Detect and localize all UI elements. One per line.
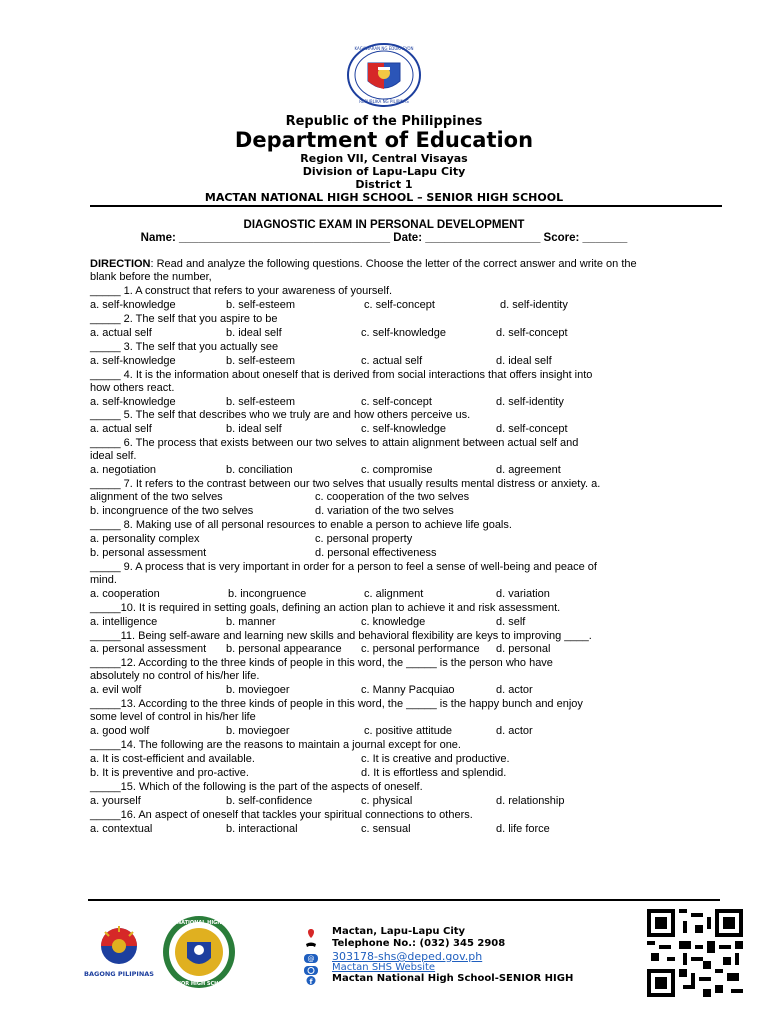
exam-title: DIAGNOSTIC EXAM IN PERSONAL DEVELOPMENT <box>243 219 525 231</box>
question-6-choice-b: b. conciliation <box>226 464 293 476</box>
question-4-choice-d: d. self-identity <box>496 396 564 408</box>
bagong-pilipinas-text: BAGONG PILIPINAS <box>84 970 154 978</box>
question-7-choice-d: d. variation of the two selves <box>315 505 454 517</box>
question-2-choice-a: a. actual self <box>90 327 152 339</box>
header-district: District 1 <box>355 178 413 191</box>
question-4-text: _____ 4. It is the information about oneself that is derived from social interactions that offers insight into <box>90 369 593 381</box>
direction-line-2: blank before the number, <box>90 271 212 283</box>
question-5-choice-d: d. self-concept <box>496 423 568 435</box>
question-3-choice-d: d. ideal self <box>496 355 552 367</box>
question-9-choice-a: a. cooperation <box>90 588 160 600</box>
question-16-choice-b: b. interactional <box>226 823 298 835</box>
footer-website-link[interactable]: Mactan SHS Website <box>332 962 436 973</box>
bagong-pilipinas-logo <box>86 922 152 980</box>
question-14-choice-c: c. It is creative and productive. <box>361 753 510 765</box>
globe-icon <box>304 966 318 975</box>
seal-text-top: KAGAWARAN NG EDUKASYON <box>354 46 414 51</box>
question-14-choice-a: a. It is cost-efficient and available. <box>90 753 255 765</box>
question-4-choice-b: b. self-esteem <box>226 396 296 408</box>
question-11-choice-c: c. personal performance <box>361 643 480 655</box>
question-13-choice-c: c. positive attitude <box>364 725 453 737</box>
svg-text:@: @ <box>307 955 315 963</box>
question-12-choice-a: a. evil wolf <box>90 684 142 696</box>
deped-seal-logo <box>346 43 422 107</box>
question-8-text: _____ 8. Making use of all personal resources to enable a person to achieve life goals. <box>90 519 512 531</box>
question-3-choice-a: a. self-knowledge <box>90 355 176 367</box>
question-11-choice-a: a. personal assessment <box>90 643 207 655</box>
question-12-text-2: absolutely no control of his/her life. <box>90 670 260 682</box>
question-11-text: _____11. Being self-aware and learning new skills and behavioral flexibility are keys to improving ____. <box>90 630 592 642</box>
question-12-choice-c: c. Manny Pacquiao <box>361 684 455 696</box>
svg-text:f: f <box>309 978 313 986</box>
direction-label: DIRECTION <box>90 258 151 270</box>
question-1-choice-c: c. self-concept <box>364 299 435 311</box>
footer-divider <box>88 899 720 901</box>
question-4-text-2: how others react. <box>90 382 175 394</box>
question-4-choice-a: a. self-knowledge <box>90 396 176 408</box>
question-14-text: _____14. The following are the reasons to maintain a journal except for one. <box>90 739 461 751</box>
header-region: Region VII, Central Visayas <box>300 152 468 165</box>
header-school: MACTAN NATIONAL HIGH SCHOOL – SENIOR HIGH SCHOOL <box>204 191 564 204</box>
header-republic: Republic of the Philippines <box>285 114 483 129</box>
question-13-text: _____13. According to the three kinds of people in this word, the _____ is the happy bunch and enjoy <box>90 698 583 710</box>
question-5-text: _____ 5. The self that describes who we truly are and how others perceive us. <box>90 409 471 421</box>
question-13-choice-b: b. moviegoer <box>226 725 290 737</box>
question-15-choice-a: a. yourself <box>90 795 141 807</box>
question-6-choice-d: d. agreement <box>496 464 561 476</box>
qr-code-icon[interactable] <box>647 909 743 997</box>
header-department: Department of Education <box>234 128 534 152</box>
question-7-choice-b: b. incongruence of the two selves <box>90 505 254 517</box>
mactan-nhs-seal-logo <box>151 914 247 990</box>
question-13-choice-d: d. actor <box>496 725 533 737</box>
question-15-text: _____15. Which of the following is the part of the aspects of oneself. <box>90 781 423 793</box>
question-2-text: _____ 2. The self that you aspire to be <box>90 313 278 325</box>
question-16-choice-a: a. contextual <box>90 823 153 835</box>
question-4-choice-c: c. self-concept <box>361 396 432 408</box>
question-15-choice-c: c. physical <box>361 795 413 807</box>
question-6-choice-a: a. negotiation <box>90 464 157 476</box>
question-5-choice-c: c. self-knowledge <box>361 423 446 435</box>
question-8-choice-d: d. personal effectiveness <box>315 547 437 559</box>
footer-email-link[interactable]: 303178-shs@deped.gov.ph <box>332 950 483 963</box>
question-6-text-2: ideal self. <box>90 450 137 462</box>
header-division: Division of Lapu-Lapu City <box>302 165 466 178</box>
question-15-choice-b: b. self-confidence <box>226 795 313 807</box>
question-5-choice-b: b. ideal self <box>226 423 282 435</box>
question-9-choice-d: d. variation <box>496 588 550 600</box>
question-16-choice-d: d. life force <box>496 823 550 835</box>
question-16-text: _____16. An aspect of oneself that tackles your spiritual connections to others. <box>90 809 473 821</box>
question-3-choice-c: c. actual self <box>361 355 423 367</box>
question-7-choice-a: alignment of the two selves <box>90 491 223 503</box>
direction <box>90 258 637 271</box>
footer-telephone: Telephone No.: (032) 345 2908 <box>332 938 506 949</box>
question-9-text: _____ 9. A process that is very important in order for a person to feel a sense of well-being and peace of <box>90 561 597 573</box>
question-5-choice-a: a. actual self <box>90 423 152 435</box>
question-10-choice-c: c. knowledge <box>361 616 426 628</box>
question-1-choice-a: a. self-knowledge <box>90 299 176 311</box>
question-13-text-2: some level of control in his/her life <box>90 711 256 723</box>
footer-facebook: Mactan National High School-SENIOR HIGH <box>332 973 574 984</box>
question-14-choice-b: b. It is preventive and pro-active. <box>90 767 249 779</box>
direction-text: : Read and analyze the following questions. Choose the letter of the correct answer and write on the <box>150 258 637 270</box>
question-12-text: _____12. According to the three kinds of people in this word, the _____ is the person who have <box>90 657 553 669</box>
question-3-text: _____ 3. The self that you actually see <box>90 341 279 353</box>
question-13-choice-a: a. good wolf <box>90 725 150 737</box>
seal-text-bottom: REPUBLIKA NG PILIPINAS <box>359 99 409 104</box>
school-seal-text: MACTAN NATIONAL HIGH SCHOOL <box>151 920 247 926</box>
question-16-choice-c: c. sensual <box>361 823 411 835</box>
footer-address: Mactan, Lapu-Lapu City <box>332 926 466 937</box>
question-7-text: _____ 7. It refers to the contrast between our two selves that usually results mental distress or anxiety. a. <box>90 478 601 490</box>
exam-fields: Name: _________________________________ Date: __________________ Score: _______ <box>140 232 628 244</box>
question-8-choice-a: a. personality complex <box>90 533 200 545</box>
header-divider <box>90 205 722 207</box>
question-2-choice-b: b. ideal self <box>226 327 282 339</box>
question-10-text: _____10. It is required in setting goals, defining an action plan to achieve it and risk assessment. <box>90 602 561 614</box>
question-8-choice-b: b. personal assessment <box>90 547 207 559</box>
question-12-choice-d: d. actor <box>496 684 533 696</box>
school-seal-bottom-text: SENIOR HIGH SCHOOL <box>167 981 231 987</box>
question-7-choice-c: c. cooperation of the two selves <box>315 491 470 503</box>
question-14-choice-d: d. It is effortless and splendid. <box>361 767 507 779</box>
question-10-choice-d: d. self <box>496 616 526 628</box>
question-6-choice-c: c. compromise <box>361 464 433 476</box>
question-9-choice-c: c. alignment <box>364 588 424 600</box>
question-9-choice-b: b. incongruence <box>228 588 307 600</box>
question-9-text-2: mind. <box>90 574 117 586</box>
question-10-choice-b: b. manner <box>226 616 276 628</box>
question-10-choice-a: a. intelligence <box>90 616 158 628</box>
question-1-choice-b: b. self-esteem <box>226 299 296 311</box>
question-2-choice-d: d. self-concept <box>496 327 568 339</box>
telephone-icon <box>304 942 318 951</box>
question-6-text: _____ 6. The process that exists between our two selves to attain alignment between actual self and <box>90 437 579 449</box>
question-12-choice-b: b. moviegoer <box>226 684 290 696</box>
question-8-choice-c: c. personal property <box>315 533 413 545</box>
question-1-choice-d: d. self-identity <box>500 299 568 311</box>
question-2-choice-c: c. self-knowledge <box>361 327 446 339</box>
question-11-choice-b: b. personal appearance <box>226 643 342 655</box>
question-1-text: _____ 1. A construct that refers to your awareness of yourself. <box>90 285 393 297</box>
facebook-icon <box>304 976 318 985</box>
location-pin-icon <box>304 929 318 938</box>
question-15-choice-d: d. relationship <box>496 795 565 807</box>
question-11-choice-d: d. personal <box>496 643 551 655</box>
email-icon <box>304 954 318 963</box>
question-3-choice-b: b. self-esteem <box>226 355 296 367</box>
